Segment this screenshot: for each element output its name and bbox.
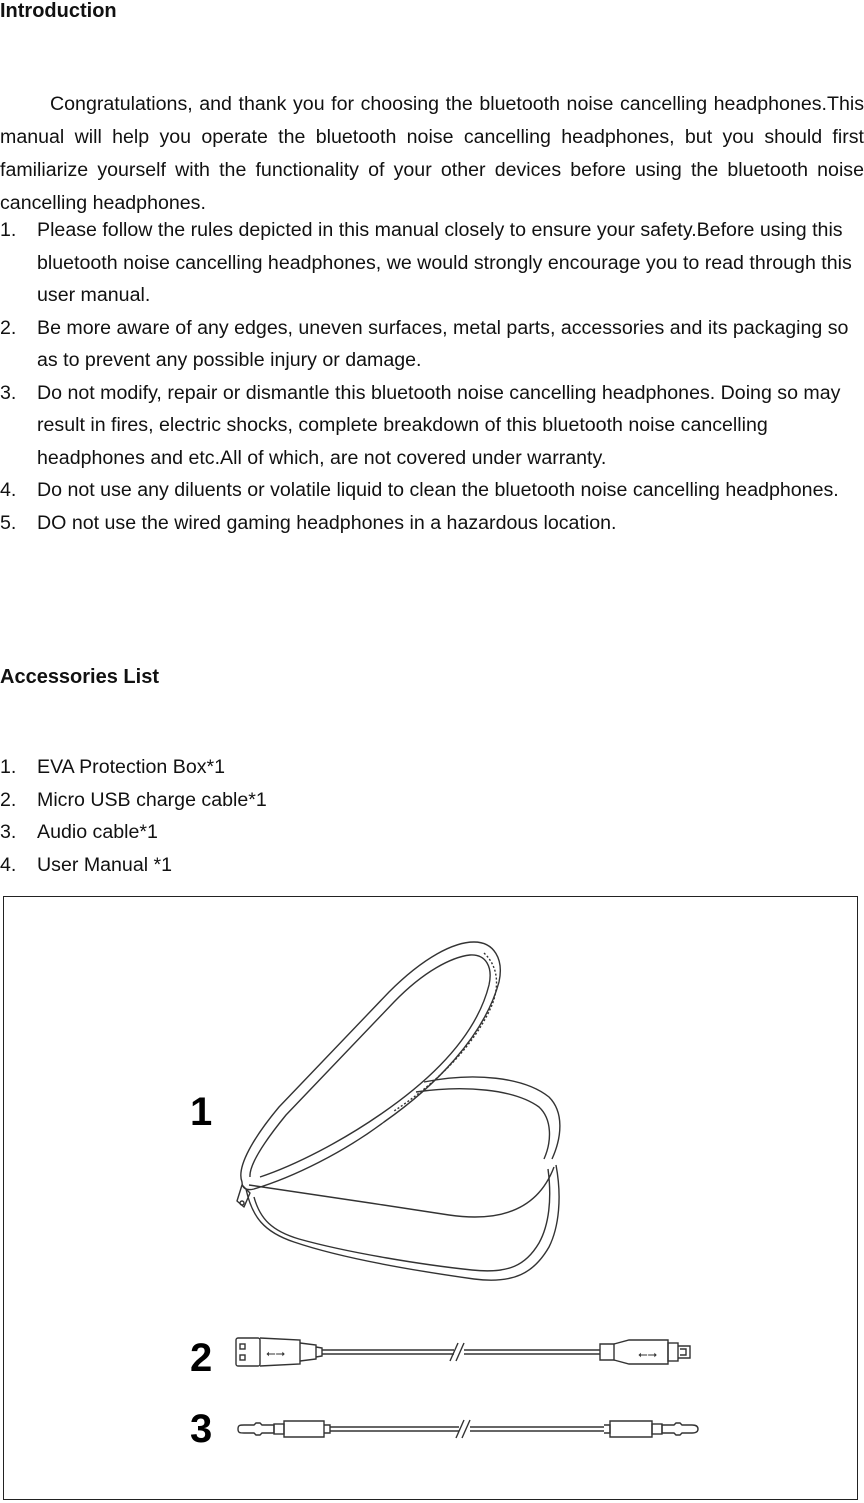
list-text: User Manual *1	[37, 853, 173, 876]
list-item	[0, 849, 864, 882]
introduction-paragraph: Congratulations, and thank you for choosing the bluetooth noise cancelling headphones.This manual will help you operate the bluetooth noise cancelling headphones, but you should first familiarize yourself with the functionality of your other devices before using the bluetooth noise cancelling headphones.	[0, 93, 864, 214]
list-number: 2.	[0, 316, 17, 339]
list-number: 2.	[0, 788, 17, 811]
list-text: EVA Protection Box*1	[37, 756, 226, 778]
list-number: 4.	[0, 479, 17, 501]
list-text: DO not use the wired gaming headphones in a hazardous location.	[37, 511, 617, 534]
accessories-list	[0, 751, 864, 881]
list-number: 3.	[0, 381, 17, 404]
list-number: 3.	[0, 821, 17, 843]
accessories-figure	[3, 896, 858, 1500]
eva-box-icon	[237, 942, 560, 1280]
list-item	[0, 377, 864, 475]
list-item	[0, 507, 864, 540]
usb-cable-icon	[236, 1338, 690, 1366]
svg-text:⭠⭢: ⭠⭢	[638, 1347, 658, 1361]
list-number: 5.	[0, 511, 17, 534]
list-item	[0, 784, 864, 817]
list-item	[0, 214, 864, 312]
introduction-heading: Introduction	[0, 0, 117, 22]
list-number: 4.	[0, 853, 17, 876]
list-item	[0, 816, 864, 849]
list-item	[0, 751, 864, 784]
list-text: Audio cable*1	[37, 821, 158, 843]
list-item	[0, 312, 864, 377]
list-item	[0, 474, 864, 507]
figure-label-3: 3	[190, 1407, 213, 1451]
list-number: 1.	[0, 219, 17, 241]
figure-label-2: 2	[190, 1336, 213, 1380]
figure-label-1: 1	[190, 1090, 213, 1134]
list-number: 1.	[0, 756, 17, 778]
list-text: Do not use any diluents or volatile liquid to clean the bluetooth noise cancelling headphones.	[37, 479, 839, 501]
svg-text:⭠⭢: ⭠⭢	[266, 1346, 286, 1360]
rules-list	[0, 214, 864, 539]
list-text: Do not modify, repair or dismantle this bluetooth noise cancelling headphones. Doing so may result in fires, electric shocks, complete breakdown of this bluetooth noise cancelling headphones and etc.All of which, are not covered under warranty.	[37, 381, 841, 469]
list-text: Be more aware of any edges, uneven surfaces, metal parts, accessories and its packaging so as to prevent any possible injury or damage.	[37, 316, 849, 371]
accessories-heading: Accessories List	[0, 666, 159, 688]
list-text: Micro USB charge cable*1	[37, 788, 267, 811]
list-text: Please follow the rules depicted in this manual closely to ensure your safety.Before using this bluetooth noise cancelling headphones, we would strongly encourage you to read through this user manual.	[37, 219, 852, 306]
audio-cable-icon	[238, 1420, 698, 1438]
accessories-illustration	[4, 897, 856, 1498]
